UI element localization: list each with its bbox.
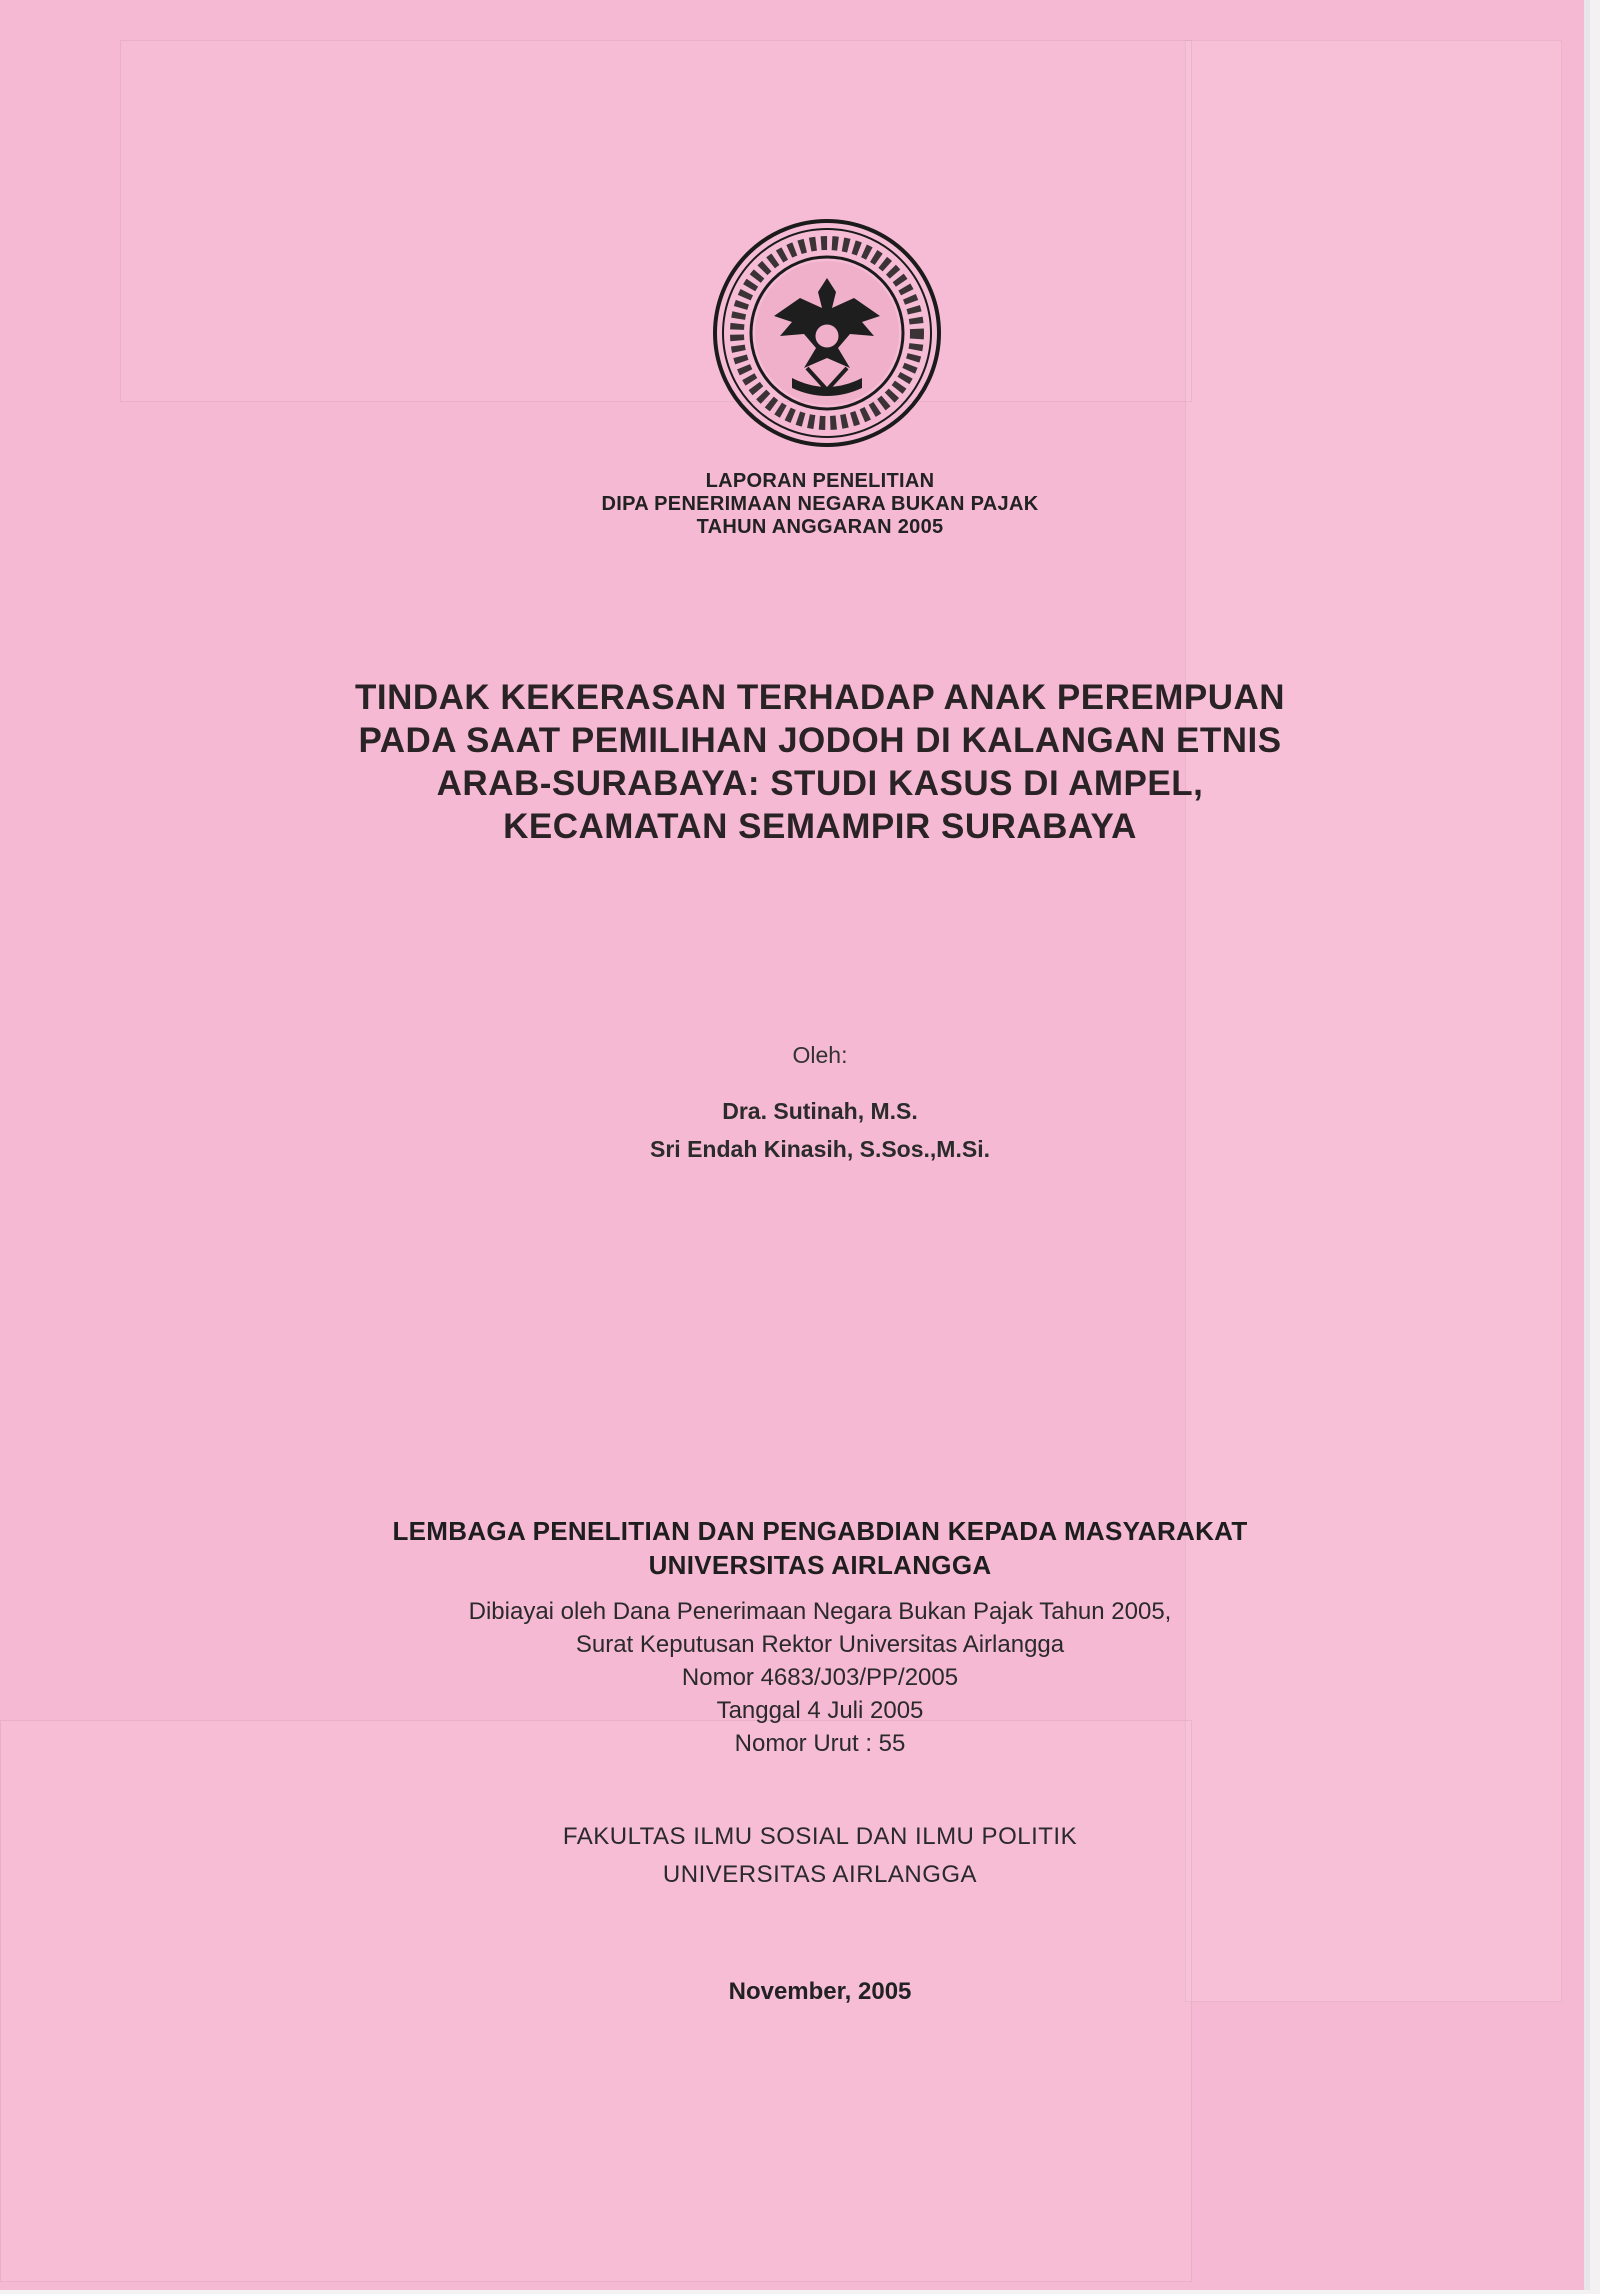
- header-line: LAPORAN PENELITIAN: [705, 470, 935, 492]
- by-label: Oleh:: [792, 1042, 848, 1068]
- title-line: ARAB-SURABAYA: STUDI KASUS DI AMPEL,: [436, 764, 1204, 803]
- author-list: [0, 1092, 1590, 1168]
- report-title: [0, 676, 1590, 848]
- report-type-header: [0, 470, 1590, 539]
- publication-date: November, 2005: [728, 1978, 912, 2005]
- header-line: TAHUN ANGGARAN 2005: [696, 516, 944, 538]
- author-name: Sri Endah Kinasih, S.Sos.,M.Si.: [650, 1136, 990, 1162]
- faculty-line: FAKULTAS ILMU SOSIAL DAN ILMU POLITIK: [562, 1823, 1078, 1850]
- funding-line: Dibiayai oleh Dana Penerimaan Negara Bukan Pajak Tahun 2005,: [468, 1598, 1172, 1625]
- institution-line: UNIVERSITAS AIRLANGGA: [648, 1550, 992, 1580]
- funding-line: Tanggal 4 Juli 2005: [716, 1697, 924, 1724]
- faculty-line: UNIVERSITAS AIRLANGGA: [662, 1861, 978, 1888]
- title-line: PADA SAAT PEMILIHAN JODOH DI KALANGAN ETNIS: [358, 721, 1282, 760]
- university-seal-icon: [712, 218, 942, 448]
- faculty: [0, 1818, 1590, 1894]
- title-line: KECAMATAN SEMAMPIR SURABAYA: [503, 807, 1137, 846]
- funding-line: Nomor 4683/J03/PP/2005: [681, 1664, 959, 1691]
- title-line: TINDAK KEKERASAN TERHADAP ANAK PEREMPUAN: [354, 678, 1286, 717]
- tape-overlay: [120, 40, 1192, 402]
- institution-line: LEMBAGA PENELITIAN DAN PENGABDIAN KEPADA MASYARAKAT: [392, 1516, 1248, 1546]
- funding-note: [0, 1595, 1590, 1760]
- funding-line: Nomor Urut : 55: [734, 1730, 906, 1757]
- author-name: Dra. Sutinah, M.S.: [722, 1098, 918, 1124]
- institution: [0, 1514, 1590, 1582]
- header-line: DIPA PENERIMAAN NEGARA BUKAN PAJAK: [601, 493, 1039, 515]
- funding-line: Surat Keputusan Rektor Universitas Airlangga: [575, 1631, 1065, 1658]
